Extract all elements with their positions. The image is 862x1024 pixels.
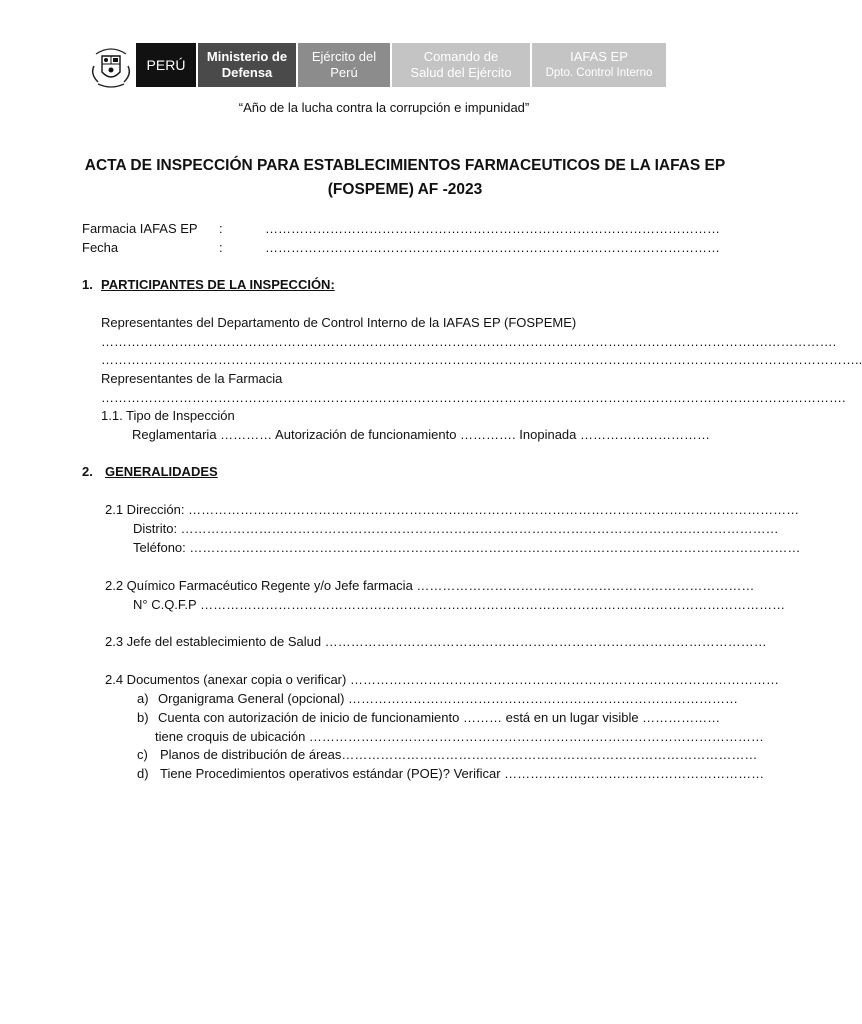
cqfp-field[interactable]: N° C.Q.F.P ……………………………………………………………………………………………………………………… [133,597,786,612]
tipo-inspeccion-options[interactable]: Reglamentaria ………… Autorización de funcionamiento …………. Inopinada ………………………… [132,427,710,442]
section2-number: 2. [82,464,93,479]
farmacia-colon: : [219,221,223,236]
section1-title: PARTICIPANTES DE LA INSPECCIÓN: [101,277,335,292]
distrito-field[interactable]: Distrito: ………………………………………………………………………………………………………………………… [133,521,779,536]
title-line-2: (FOSPEME) AF -2023 [327,181,483,198]
direccion-field[interactable]: 2.1 Dirección: …………………………………………………………………………………………………………………………… [105,502,800,517]
rep-depto-fill-line-2[interactable]: ………………………………………………………………………………………………………………………………………………………….. [101,352,862,367]
doc-item-c[interactable]: Planos de distribución de áreas…………………………………………………………………………………… [160,747,758,762]
quimico-field[interactable]: 2.2 Químico Farmacéutico Regente y/o Jefe farmacia …………………………………………………………………… [105,578,755,593]
document-title [80,154,730,202]
rep-farmacia-label: Representantes de la Farmacia [101,371,283,386]
ejercito-line-2: Perú [330,65,358,80]
title-line-1: ACTA DE INSPECCIÓN PARA ESTABLECIMIENTOS FARMACEUTICOS DE LA IAFAS EP [84,157,726,174]
jefe-establecimiento-field[interactable]: 2.3 Jefe del establecimiento de Salud ………………………………………………………………………………………… [105,634,767,649]
doc-item-b[interactable]: Cuenta con autorización de inicio de funcionamiento ……… está en un lugar visible ……………… [158,710,721,725]
doc-item-c-letter: c) [137,747,148,762]
ministerio-line-2: Defensa [221,65,273,80]
rep-depto-fill-line-1[interactable]: ……………………………………………………………………………………………………………………………………….……………. [101,334,837,349]
doc-item-a[interactable]: Organigrama General (opcional) ……………………………………………………………………………… [158,691,739,706]
header-ministerio-box [198,43,296,87]
header-ejercito-box [298,43,390,87]
section1-number: 1. [82,277,93,292]
header-comando-box [392,43,530,87]
rep-depto-label: Representantes del Departamento de Control Interno de la IAFAS EP (FOSPEME) [101,315,577,330]
ejercito-line-1: Ejército del [311,49,377,64]
peru-text: PERÚ [146,57,186,73]
doc-item-b-croquis[interactable]: tiene croquis de ubicación …………………………………………………………………………………………… [155,729,764,744]
peru-coat-of-arms-logo [90,44,132,88]
fecha-label: Fecha [82,240,119,255]
doc-item-a-letter: a) [137,691,149,706]
comando-line-2: Salud del Ejército [410,65,512,80]
fecha-fill-line[interactable]: …………………………………………………………………………………………… [265,240,720,255]
farmacia-label: Farmacia IAFAS EP [82,221,198,236]
doc-item-b-letter: b) [137,710,149,725]
farmacia-fill-line[interactable]: …………………………………………………………………………………………… [265,221,720,236]
tipo-inspeccion-label: 1.1. Tipo de Inspección [101,408,235,423]
iafas-line-2: Dpto. Control Interno [545,67,653,79]
header-iafas-box [532,43,666,87]
section2-title: GENERALIDADES [105,464,218,479]
fecha-colon: : [219,240,223,255]
doc-item-d-letter: d) [137,766,149,781]
year-motto: “Año de la lucha contra la corrupción e impunidad” [238,100,530,115]
ministerio-line-1: Ministerio de [206,49,288,64]
rep-farmacia-fill-line[interactable]: ………………………………………………………………………………………………………………………………………………………. [101,390,846,405]
header-peru-label [136,43,196,87]
doc-item-d[interactable]: Tiene Procedimientos operativos estándar (POE)? Verificar …………………………………………………… [160,766,765,781]
telefono-field[interactable]: Teléfono: …………………………………………………………………………………………………………………………… [133,540,801,555]
documentos-field[interactable]: 2.4 Documentos (anexar copia o verificar) ……………………………………………………………………………………… [105,672,779,687]
comando-line-1: Comando de [423,49,499,64]
iafas-line-1: IAFAS EP [570,49,628,64]
